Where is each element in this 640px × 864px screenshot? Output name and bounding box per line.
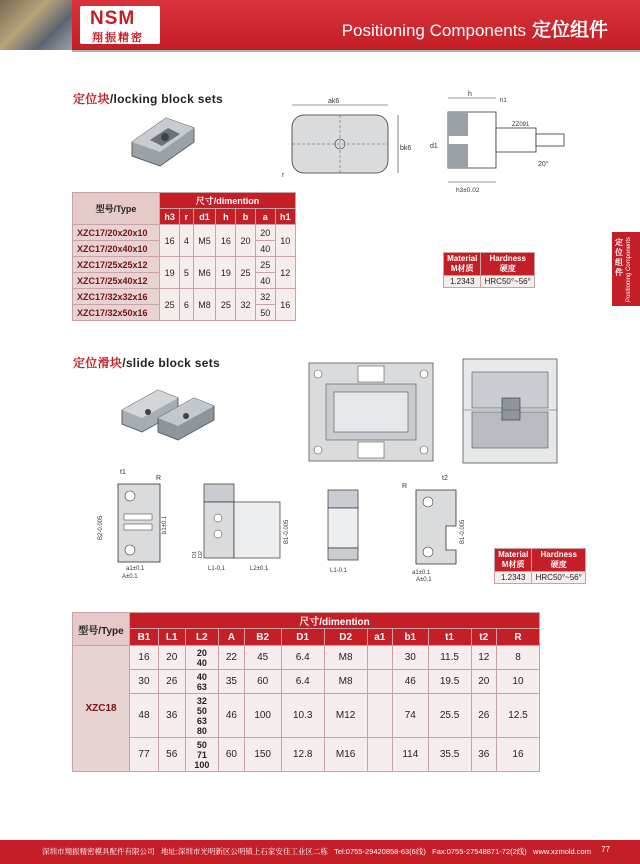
cell-r: 5: [180, 257, 193, 289]
side-tab: [612, 232, 640, 306]
label-R-back: R: [402, 483, 408, 490]
footer-fax: Fax:0755-27548871-72(2线): [432, 847, 527, 856]
cell-a1: [367, 646, 392, 670]
table1-col: h1: [275, 209, 295, 225]
cell-t2: 20: [471, 670, 496, 694]
slide-block-photo: [118, 382, 218, 446]
label-R: R: [156, 475, 162, 482]
cell-D2: M8: [324, 646, 367, 670]
locking-block-photo: [128, 112, 198, 172]
cell-b: 20: [236, 225, 256, 257]
cell-L2: 20 40: [185, 646, 219, 670]
material-header: Material M材质: [444, 253, 481, 276]
cell-D1: 12.8: [281, 738, 324, 772]
slide-block-drawing-side: [190, 480, 300, 576]
material-value: 1.2343: [495, 572, 532, 584]
cell-b: 32: [236, 289, 256, 321]
cell-h1: 12: [275, 257, 295, 289]
label-zz091: ZZ091: [512, 122, 530, 128]
cell-R: 12.5: [496, 694, 539, 738]
cell-t1: 19.5: [428, 670, 471, 694]
label-L1: L1-0.1: [208, 566, 226, 572]
table2-col: D1: [281, 629, 324, 646]
cell-B2: 100: [244, 694, 281, 738]
table-row: [73, 289, 296, 305]
cell-h3: 16: [160, 225, 180, 257]
cell-R: 16: [496, 738, 539, 772]
cell-B1: 30: [130, 670, 159, 694]
cell-t1: 35.5: [428, 738, 471, 772]
table2-col: b1: [393, 629, 429, 646]
side-tab-en: Positioning Components: [626, 236, 632, 302]
table-row: [73, 257, 296, 273]
slide-block-drawing-front: [96, 466, 178, 580]
label-L2: L2±0.1: [250, 566, 269, 572]
label-b2: B2-0.005: [98, 515, 104, 540]
type-cell: XZC17/20x40x10: [73, 241, 160, 257]
assembly-top-view: [308, 362, 434, 462]
cell-B1: 77: [130, 738, 159, 772]
locking-block-table: [72, 192, 296, 321]
footer-company: 深圳市翔振精密模具配件有限公司: [42, 847, 155, 856]
table2-type-header: 型号/Type: [73, 613, 130, 646]
table2-col: B1: [130, 629, 159, 646]
material-table-1: [443, 252, 535, 288]
label-ak6: ak6: [328, 98, 340, 105]
label-r: r: [282, 172, 285, 179]
table2-col: A: [219, 629, 244, 646]
cell-b: 25: [236, 257, 256, 289]
cell-h: 25: [216, 289, 236, 321]
table2-col: D2: [324, 629, 367, 646]
cell-h1: 16: [275, 289, 295, 321]
cell-b1: 46: [393, 670, 429, 694]
section1-title-cn: 定位块: [73, 92, 110, 106]
type-cell: XZC17/32x32x16: [73, 289, 160, 305]
cell-L1: 36: [158, 694, 185, 738]
side-tab-cn: 定位组件: [615, 238, 623, 277]
table2-dim-header: 尺寸/dimention: [130, 613, 540, 629]
slide-block-drawing-back: [398, 470, 480, 582]
section2-title: [73, 354, 220, 371]
section1-title: [73, 90, 223, 107]
slide-block-drawing-end: [318, 484, 368, 576]
table1-col: h3: [160, 209, 180, 225]
label-D2: D2: [198, 550, 204, 558]
cell-a: 40: [255, 241, 275, 257]
cell-A: 35: [219, 670, 244, 694]
label-d1: d1: [430, 143, 438, 150]
cell-A: 22: [219, 646, 244, 670]
label-h: h: [468, 91, 472, 98]
table2-col: R: [496, 629, 539, 646]
label-B1-side: B1-0.005: [284, 519, 290, 544]
page-title: [342, 15, 608, 42]
label-t2: t2: [442, 475, 448, 482]
cell-L2: 50 71 100: [185, 738, 219, 772]
material-table-2: [494, 548, 586, 584]
table2-col: a1: [367, 629, 392, 646]
cell-L2: 40 63: [185, 670, 219, 694]
cell-D2: M12: [324, 694, 367, 738]
locking-block-top-view: [282, 95, 412, 185]
type-cell: XZC17/25x40x12: [73, 273, 160, 289]
cell-a: 50: [255, 305, 275, 321]
assembly-side-view: [462, 358, 558, 464]
label-A: A±0.1: [122, 574, 138, 580]
cell-h3: 25: [160, 289, 180, 321]
cell-B1: 16: [130, 646, 159, 670]
logo-cn-text: 翔振精密: [92, 32, 144, 44]
label-bk6: bk6: [400, 145, 412, 152]
cell-B2: 60: [244, 670, 281, 694]
header-divider: [72, 50, 640, 52]
label-A-back: A±0.1: [416, 577, 432, 582]
cell-L1: 20: [158, 646, 185, 670]
label-t1: t1: [120, 469, 126, 476]
footer-address: 地址:深圳市光明新区公明镇上石家安佳工业区二栋: [160, 847, 328, 856]
hardness-header: Hardness 硬度: [532, 549, 586, 572]
slide-block-table: [72, 612, 540, 772]
page-title-cn: 定位组件: [531, 20, 608, 41]
table1-col: a: [255, 209, 275, 225]
cell-a1: [367, 738, 392, 772]
cell-B1: 48: [130, 694, 159, 738]
cell-b1: 74: [393, 694, 429, 738]
cell-B2: 45: [244, 646, 281, 670]
cell-t2: 26: [471, 694, 496, 738]
cell-R: 8: [496, 646, 539, 670]
material-value: 1.2343: [444, 276, 481, 288]
section1-title-en: /locking block sets: [109, 92, 223, 106]
cell-h: 19: [216, 257, 236, 289]
cell-L1: 26: [158, 670, 185, 694]
table2-col: t2: [471, 629, 496, 646]
cell-A: 46: [219, 694, 244, 738]
cell-h1: 10: [275, 225, 295, 257]
cell-D1: 6.4: [281, 670, 324, 694]
table-row: [73, 670, 540, 694]
cell-b1: 30: [393, 646, 429, 670]
cell-R: 10: [496, 670, 539, 694]
footer-info: [42, 846, 591, 857]
table-row: [73, 694, 540, 738]
page-number: 77: [601, 845, 610, 854]
type-cell: XZC17/25x25x12: [73, 257, 160, 273]
table2-col: L2: [185, 629, 219, 646]
table2-col: L1: [158, 629, 185, 646]
cell-d1: M5: [193, 225, 216, 257]
label-h1: h1: [500, 98, 507, 104]
page-title-en: Positioning Components: [341, 21, 526, 40]
cell-t2: 12: [471, 646, 496, 670]
label-L1-end: L1-0.1: [330, 568, 348, 574]
table1-col: r: [180, 209, 193, 225]
cell-t2: 36: [471, 738, 496, 772]
type-cell: XZC17/32x50x16: [73, 305, 160, 321]
table-row: [73, 738, 540, 772]
cell-t1: 11.5: [428, 646, 471, 670]
label-b1: b1±0.1: [162, 515, 168, 534]
cell-B2: 150: [244, 738, 281, 772]
cell-L1: 56: [158, 738, 185, 772]
material-header: Material M材质: [495, 549, 532, 572]
cell-d1: M6: [193, 257, 216, 289]
label-D1: D1: [192, 550, 198, 558]
table1-col: h: [216, 209, 236, 225]
cell-r: 4: [180, 225, 193, 257]
section2-title-en: /slide block sets: [122, 356, 221, 370]
label-h3: h3±0.02: [456, 187, 480, 194]
cell-d1: M8: [193, 289, 216, 321]
table1-type-header: 型号/Type: [73, 193, 160, 225]
table-row: [73, 646, 540, 670]
cell-t1: 25.5: [428, 694, 471, 738]
table2-col: B2: [244, 629, 281, 646]
table-row: [73, 225, 296, 241]
label-20deg: 20°: [538, 161, 549, 168]
logo-text: NSM: [90, 8, 136, 29]
hardness-value: HRC50°~56°: [481, 276, 535, 288]
cell-a1: [367, 694, 392, 738]
table2-column-headers: [73, 629, 540, 646]
hardness-value: HRC50°~56°: [532, 572, 586, 584]
table2-col: t1: [428, 629, 471, 646]
cell-r: 6: [180, 289, 193, 321]
footer-website[interactable]: www.xzmold.com: [533, 847, 591, 856]
cell-a: 32: [255, 289, 275, 305]
cell-D1: 10.3: [281, 694, 324, 738]
cell-A: 60: [219, 738, 244, 772]
cell-D2: M8: [324, 670, 367, 694]
label-a1-back: a1±0.1: [412, 570, 431, 576]
cell-D2: M16: [324, 738, 367, 772]
type-cell: XZC17/20x20x10: [73, 225, 160, 241]
label-a1: a1±0.1: [126, 566, 145, 572]
cell-a: 20: [255, 225, 275, 241]
cell-h: 16: [216, 225, 236, 257]
cell-a: 40: [255, 273, 275, 289]
table1-col: d1: [193, 209, 216, 225]
cell-a: 25: [255, 257, 275, 273]
cell-a1: [367, 670, 392, 694]
footer-tel: Tel:0755-29420858-63(6线): [334, 847, 426, 856]
type-cell: XZC18: [73, 646, 130, 772]
locking-block-section-view: [420, 88, 570, 198]
cell-b1: 114: [393, 738, 429, 772]
header-product-thumbnail: [0, 0, 72, 50]
table1-col: b: [236, 209, 256, 225]
section2-title-cn: 定位滑块: [73, 356, 123, 370]
cell-L2: 32 50 63 80: [185, 694, 219, 738]
cell-D1: 6.4: [281, 646, 324, 670]
cell-h3: 19: [160, 257, 180, 289]
table1-dim-header: 尺寸/dimention: [160, 193, 296, 209]
label-B1-back: B1-0.005: [460, 519, 466, 544]
hardness-header: Hardness 硬度: [481, 253, 535, 276]
